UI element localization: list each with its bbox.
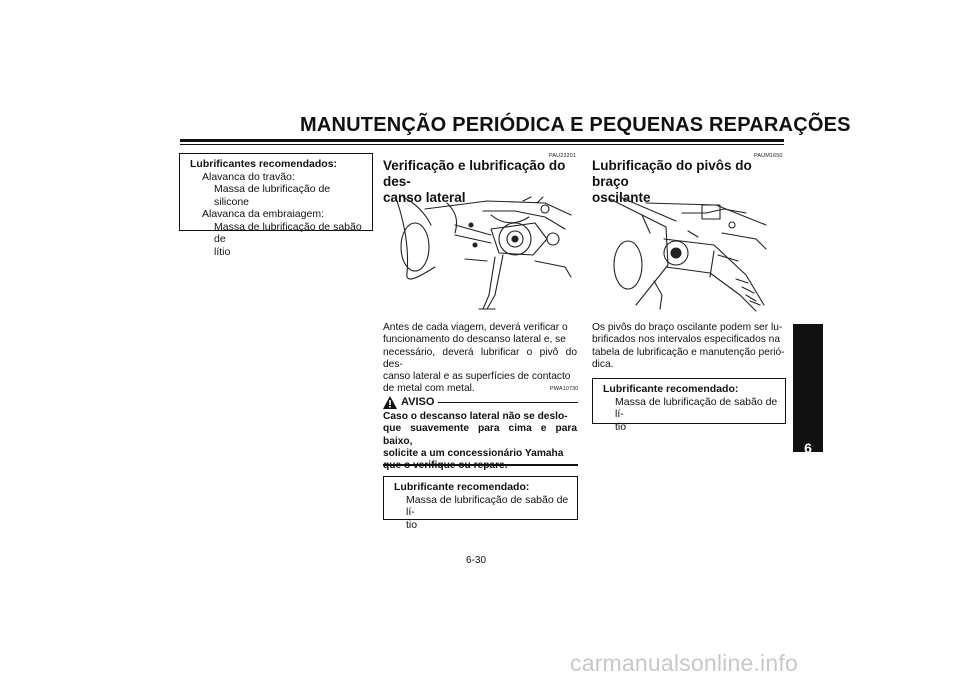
section-title-line: oscilante [592, 190, 651, 205]
body-line: canso lateral e as superfícies de contacto [383, 371, 571, 383]
watermark: carmanualsonline.info [570, 650, 798, 676]
lubricant-line: Massa de lubrificação de sabão de [214, 220, 362, 245]
warning-triangle-icon [383, 396, 397, 409]
lubricant-line: Alavanca do travão: [202, 170, 295, 183]
body-line: tabela de lubrificação e manutenção perió- [592, 346, 785, 358]
lubricants-box-title: Lubrificantes recomendados: [190, 158, 338, 170]
swingarm-body [592, 322, 785, 371]
warning-rule-bottom [383, 464, 578, 466]
body-line: dica. [592, 358, 614, 370]
sidestand-lubricant-box [383, 476, 578, 531]
sidestand-body [383, 322, 577, 396]
header-rule-thin [180, 144, 784, 145]
lubricant-line: tio [406, 518, 418, 531]
warning-label [383, 394, 434, 410]
lubricant-line: Massa de lubrificação de sabão de lí- [406, 493, 569, 518]
warning-line: solicite a um concessionário Yamaha [383, 447, 564, 459]
body-line: Antes de cada viagem, deverá verificar o [383, 322, 568, 333]
chapter-tab-label: 6 [804, 440, 812, 456]
header-rule [180, 139, 784, 142]
lubricant-line: Massa de lubrificação de silicone [214, 183, 331, 208]
warning-line [383, 460, 577, 472]
lubricant-line: Alavanca da embraiagem: [202, 208, 324, 220]
swingarm-lubricant-box [592, 378, 786, 433]
warning-line: Caso o descanso lateral não se deslo- [383, 411, 568, 422]
body-line: de metal com metal. [383, 383, 475, 395]
section-code: PAUM1650 [754, 153, 783, 159]
section-title-line: canso lateral [383, 190, 466, 205]
sidestand-pivot-illustration [395, 195, 573, 313]
section-code: PAU23201 [549, 153, 576, 159]
swingarm-pivot-illustration [606, 195, 768, 313]
lubricants-box [179, 153, 373, 258]
body-line: necessário, deverá lubrificar o pivô do des- [383, 346, 577, 370]
section-title-line: Verificação e lubrificação do des- [383, 158, 566, 189]
warning-line: que suavemente para cima e para baixo, [383, 423, 577, 447]
body-line: Os pivôs do braço oscilante podem ser lu- [592, 322, 783, 333]
chapter-tab[interactable] [793, 324, 823, 456]
page-title: MANUTENÇÃO PERIÓDICA E PEQUENAS REPARAÇÕES [300, 114, 851, 136]
lubricant-line: lítio [214, 245, 231, 258]
page-number: 6-30 [466, 555, 487, 566]
warning-code: PWA10730 [550, 386, 579, 392]
body-line: funcionamento do descanso lateral e, se [383, 334, 566, 346]
lubricant-line: tio [615, 420, 627, 433]
lubricant-box-title: Lubrificante recomendado: [603, 383, 739, 395]
lubricant-box-title: Lubrificante recomendado: [394, 481, 530, 493]
section-title-line: Lubrificação do pivôs do braço [592, 158, 752, 189]
lubricant-line: Massa de lubrificação de sabão de lí- [615, 395, 778, 420]
body-line: brificados nos intervalos especificados na [592, 334, 781, 346]
warning-label-text: AVISO [401, 396, 435, 408]
warning-rule-top [438, 402, 578, 403]
